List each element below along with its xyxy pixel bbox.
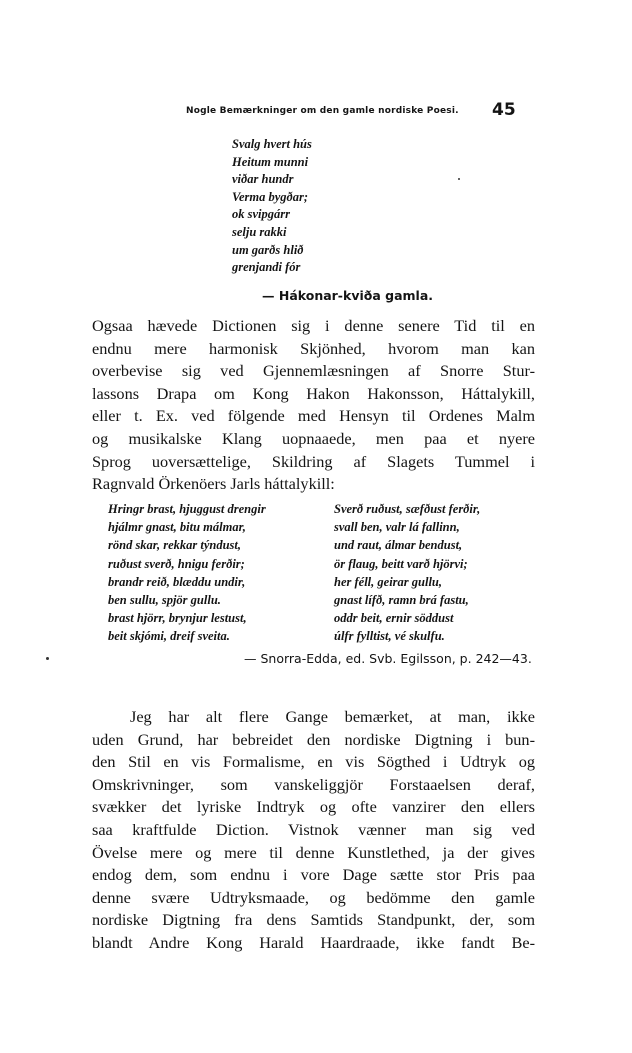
text-line: endog dem, som endnu i vore Dage sætte stor Pris paa (92, 865, 535, 885)
poem-line: ben sullu, spjör gullu. (108, 593, 221, 608)
text-line: Övelse mere og mere til denne Kunstlethed, ja der gives (92, 842, 535, 862)
poem-line: svall ben, valr lá fallinn, (334, 520, 460, 535)
poem-line: Heitum munni (232, 154, 309, 169)
text-line: Omskrivninger, som vanskeliggjör Forstaaelsen deraf, (92, 774, 535, 794)
poem-attribution: — Snorra-Edda, ed. Svb. Egilsson, p. 242—43. (244, 651, 532, 666)
text-line: Sprog uoversættelige, Skildring af Slagets Tummel i (92, 451, 535, 471)
poem-line: brandr reið, blæddu undir, (108, 574, 246, 589)
poem-line: Sverð ruðust, sæfðust ferðir, (334, 502, 481, 516)
poem-line: selju rakki (232, 224, 287, 239)
poem-line: Hringr brast, hjuggust drengir (108, 502, 266, 516)
poem-line: beit skjómi, dreif sveita. (108, 629, 230, 644)
poem-hattalykill-left-column (108, 500, 266, 646)
text-line: den Stil en vis Formalisme, en vis Sögthed i Udtryk og (92, 752, 535, 772)
poem-line: ok svipgárr (232, 207, 290, 222)
poem-line: brast hjörr, brynjur lestust, (108, 611, 247, 626)
poem-line: gnast lífð, ramn brá fastu, (334, 593, 469, 608)
text-line: uden Grund, har bebreidet den nordiske Digtning i bun- (92, 729, 535, 749)
text-line: Jeg har alt flere Gange bemærket, at man, ikke (130, 707, 535, 726)
poem-line: ruðust sverð, hnigu ferðir; (108, 556, 245, 571)
text-line: denne svære Udtryksmaade, og bedömme den gamle (92, 887, 535, 907)
text-line: blandt Andre Kong Harald Haardraade, ikke fandt Be- (92, 932, 535, 952)
poem-attribution: — Hákonar-kviða gamla. (262, 288, 433, 303)
text-line: endnu mere harmonisk Skjönhed, hvorom man kan (92, 338, 535, 358)
poem-line: viðar hundr (232, 172, 294, 187)
page-number: 45 (492, 100, 516, 120)
poem-line: hjálmr gnast, bitu málmar, (108, 520, 246, 535)
print-speck (458, 178, 460, 180)
poem-line: her féll, geirar gullu, (334, 574, 442, 589)
poem-line: Verma bygðar; (232, 189, 309, 204)
poem-line: Svalg hvert hús (232, 137, 312, 151)
text-line: eller t. Ex. ved fölgende med Hensyn til Ordenes Malm (92, 406, 535, 426)
text-line: Ogsaa hævede Dictionen sig i denne senere Tid til en (92, 316, 535, 335)
text-line: Ragnvald Örkenöers Jarls háttalykill: (92, 474, 335, 494)
poem-line: rönd skar, rekkar týndust, (108, 538, 242, 553)
text-line: saa kraftfulde Diction. Vistnok vænner man sig ved (92, 819, 535, 839)
text-line: nordiske Digtning fra dens Samtids Standpunkt, der, som (92, 910, 535, 930)
poem-line: grenjandi fór (232, 260, 301, 275)
poem-hattalykill-right-column (334, 500, 480, 646)
text-line: lassons Drapa om Kong Hakon Hakonsson, Háttalykill, (92, 383, 535, 403)
text-line: og musikalske Klang uopnaaede, men paa et nyere (92, 428, 535, 448)
text-line: overbevise sig ved Gjennemlæsningen af Snorre Stur- (92, 361, 535, 381)
poem-line: und raut, álmar bendust, (334, 538, 463, 553)
paragraph-dictionen (92, 315, 535, 496)
poem-line: um garðs hlið (232, 242, 304, 257)
text-line: svækker det lyriske Indtryk og ofte vanzirer den ellers (92, 797, 535, 817)
print-speck (46, 657, 49, 660)
poem-line: oddr beit, ernir söddust (334, 611, 454, 626)
poem-line: úlfr fylltist, vé skulfu. (334, 629, 445, 644)
header-title: Nogle Bemærkninger om den gamle nordiske Poesi. (186, 106, 459, 116)
poem-line: ör flaug, beitt varð hjörvi; (334, 556, 468, 571)
paragraph-formalisme (92, 706, 535, 955)
poem-hakonarkvida (232, 136, 312, 277)
